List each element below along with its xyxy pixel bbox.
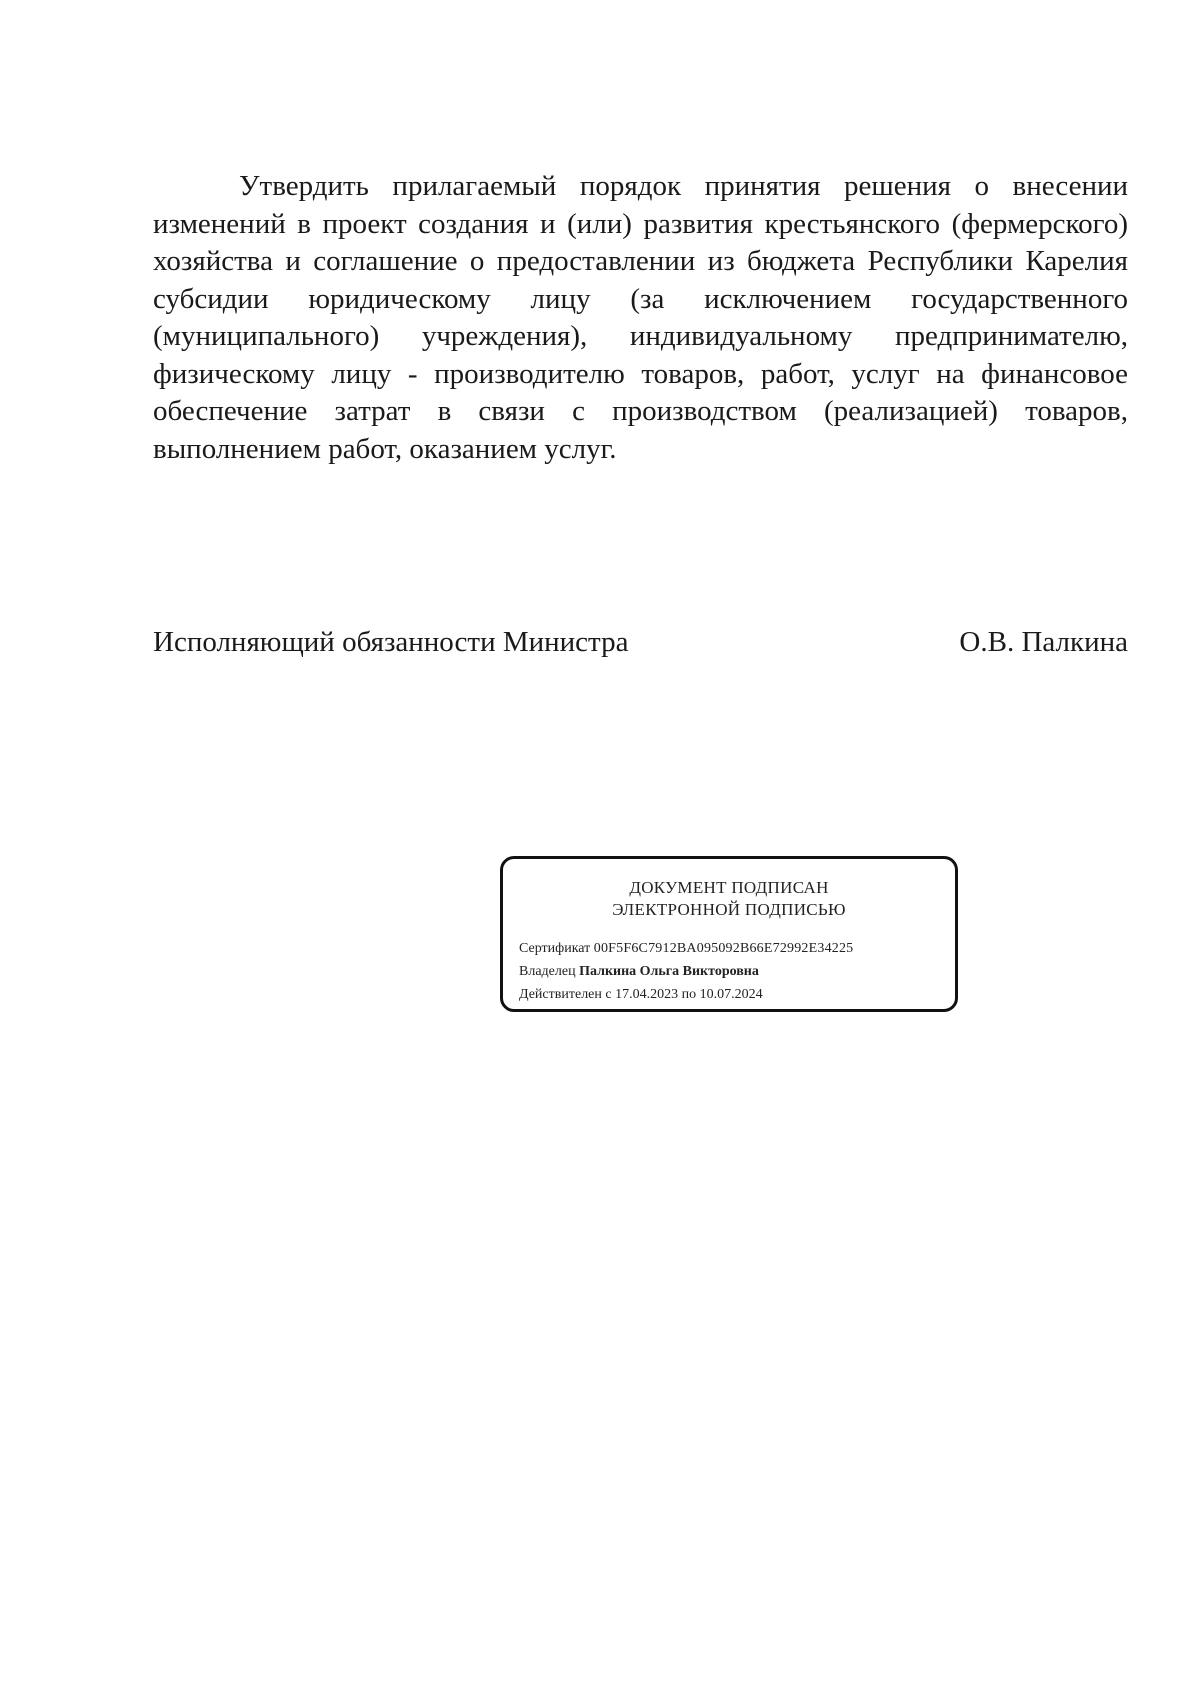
valid-label: Действителен xyxy=(519,987,602,1002)
valid-to-date: 10.07.2024 xyxy=(699,987,763,1002)
signatory-title: Исполняющий обязанности Министра xyxy=(153,626,629,658)
stamp-validity-row xyxy=(519,983,853,1006)
valid-from-date: 17.04.2023 xyxy=(615,987,679,1002)
valid-to-label: по xyxy=(681,987,697,1002)
stamp-owner-row xyxy=(519,960,853,983)
stamp-details xyxy=(519,937,853,1006)
certificate-value: 00F5F6C7912BA095092B66E72992E34225 xyxy=(593,941,854,956)
stamp-header xyxy=(503,877,955,921)
owner-label: Владелец xyxy=(519,964,576,979)
stamp-certificate-row xyxy=(519,937,853,960)
stamp-line-1: ДОКУМЕНТ ПОДПИСАН xyxy=(629,878,829,897)
signatory-name: О.В. Палкина xyxy=(959,626,1128,658)
valid-from-label: с xyxy=(605,987,612,1002)
certificate-label: Сертификат xyxy=(519,941,591,956)
body-paragraph: Утвердить прилагаемый порядок принятия решения о внесении изменений в проект создания и (или) развития крестьянского (фермерского) хозяйства и соглашение о предоставлении из бюджета Республики Карелия субсидии юридическому лицу (за исключением государственного (муниципального) учреждения), индивидуальному предпринимателю, физическому лицу - производителю товаров, работ, услуг на финансовое обеспечение затрат в связи с производством (реализацией) товаров, выполнением работ, оказанием услуг. xyxy=(153,170,1128,465)
owner-value: Палкина Ольга Викторовна xyxy=(579,964,759,979)
stamp-line-2: ЭЛЕКТРОННОЙ ПОДПИСЬЮ xyxy=(612,900,846,919)
electronic-signature-stamp xyxy=(500,856,958,1012)
